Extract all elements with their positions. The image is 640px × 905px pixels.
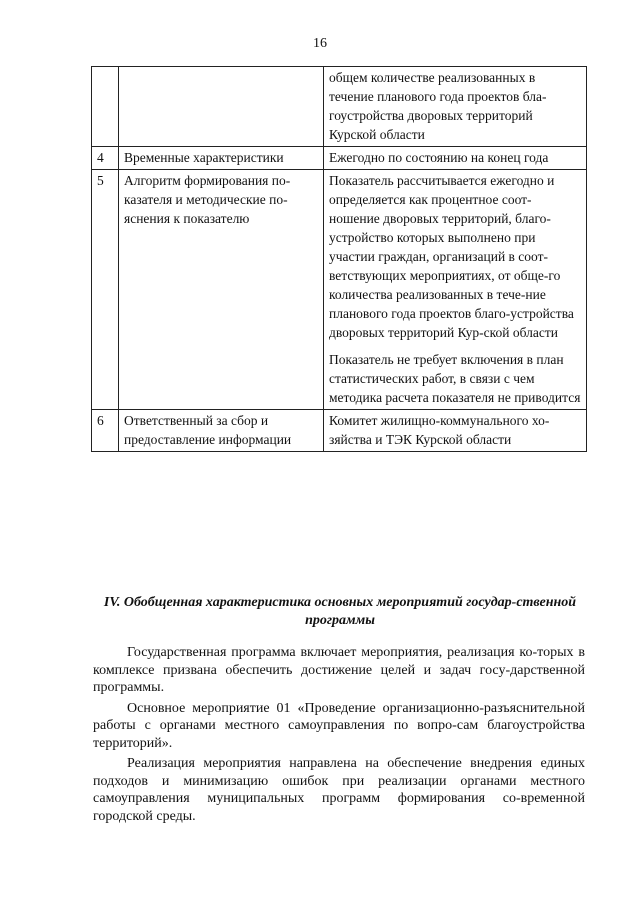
row-name: Ответственный за сбор и предоставление информации — [119, 410, 324, 452]
section-body — [93, 644, 585, 828]
table-row — [92, 410, 587, 452]
row-name: Алгоритм формирования по-казателя и методические по-яснения к показателю — [119, 170, 324, 410]
row-name: Временные характеристики — [119, 147, 324, 170]
page-number: 16 — [313, 36, 327, 51]
body-paragraph: Реализация мероприятия направлена на обеспечение внедрения единых подходов и минимизацию ошибок при реализации органами местного самоуправления муниципальных программ формирования со-временной городской среды. — [93, 756, 585, 824]
row-value-text: общем количестве реализованных в течение планового года проектов бла-гоустройства дворовых территорий Курской области — [329, 70, 547, 142]
section-title: IV. Обобщенная характеристика основных мероприятий государ-ственной программы — [103, 595, 577, 628]
row-value — [324, 67, 587, 147]
row-value — [324, 170, 587, 410]
indicator-table — [91, 66, 587, 452]
row-value-text: Комитет жилищно-коммунального хо-зяйства и ТЭК Курской области — [329, 413, 550, 447]
row-number: 6 — [92, 410, 119, 452]
row-value — [324, 410, 587, 452]
table-row — [92, 67, 587, 147]
body-paragraph: Основное мероприятие 01 «Проведение организационно-разъяснительной работы с органами местного самоуправления по вопро-сам благоустройства территорий». — [93, 700, 585, 751]
body-paragraph: Государственная программа включает мероприятия, реализация ко-торых в комплексе призвана обеспечить достижение целей и задач госу-дарственной программы. — [93, 645, 585, 695]
row-value-text: Ежегодно по состоянию на конец года — [329, 150, 549, 165]
row-number — [92, 67, 119, 147]
row-name — [119, 67, 324, 147]
row-value-text: Показатель не требует включения в план статистических работ, в связи с чем методика расчета показателя не приводится — [329, 352, 581, 405]
row-value — [324, 147, 587, 170]
row-number: 5 — [92, 170, 119, 410]
table-row — [92, 147, 587, 170]
table-row — [92, 170, 587, 410]
row-value-text: Показатель рассчитывается ежегодно и определяется как процентное соот-ношение дворовых территорий, благо-устройство которых выполнено при участии граждан, организаций в соот-ветствующих мероприятиях, от обще-го количества реализованных в тече-ние планового года проектов благо-устройства дворовых территорий Кур-ской области — [329, 173, 574, 340]
row-number: 4 — [92, 147, 119, 170]
